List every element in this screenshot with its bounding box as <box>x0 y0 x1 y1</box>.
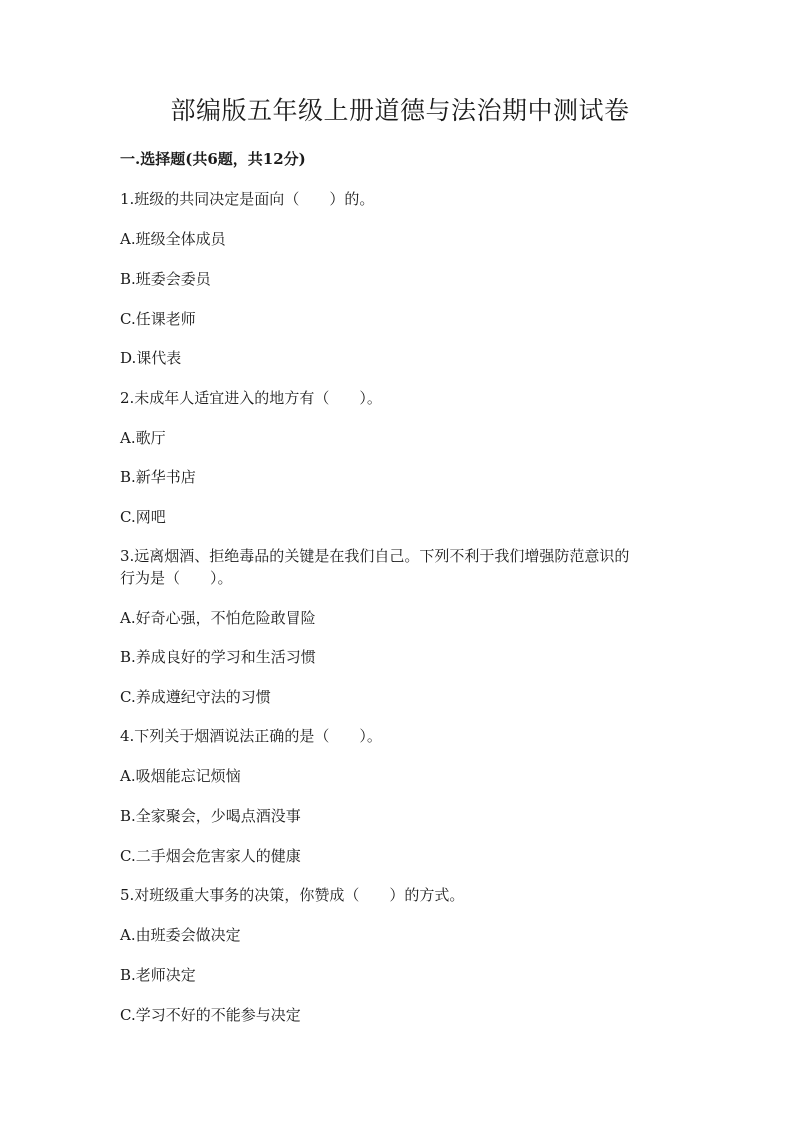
question-4-option-a: A.吸烟能忘记烦恼 <box>120 767 241 785</box>
question-5-option-a: A.由班委会做决定 <box>120 926 241 944</box>
question-1-option-a: A.班级全体成员 <box>120 230 226 248</box>
page-title: 部编版五年级上册道德与法治期中测试卷 <box>170 96 630 125</box>
question-4-stem: 4.下列关于烟酒说法正确的是（ ）。 <box>120 727 382 745</box>
question-1-option-b: B.班委会委员 <box>120 270 211 288</box>
question-2-option-c: C.网吧 <box>120 508 166 526</box>
question-5-option-c: C.学习不好的不能参与决定 <box>120 1006 301 1024</box>
question-3-option-c: C.养成遵纪守法的习惯 <box>120 688 271 706</box>
question-5-stem: 5.对班级重大事务的决策，你赞成（ ）的方式。 <box>120 886 465 904</box>
question-1-stem: 1.班级的共同决定是面向（ ）的。 <box>120 190 375 208</box>
question-2-stem: 2.未成年人适宜进入的地方有（ ）。 <box>120 389 382 407</box>
question-3-option-b: B.养成良好的学习和生活习惯 <box>120 648 316 666</box>
question-5-option-b: B.老师决定 <box>120 966 196 984</box>
question-1-option-d: D.课代表 <box>120 349 182 367</box>
question-4-option-c: C.二手烟会危害家人的健康 <box>120 847 301 865</box>
question-4-option-b: B.全家聚会，少喝点酒没事 <box>120 807 301 825</box>
question-2-option-b: B.新华书店 <box>120 468 196 486</box>
question-3-stem-line-2: 行为是（ ）。 <box>120 569 233 587</box>
question-1-option-c: C.任课老师 <box>120 310 196 328</box>
question-3-stem-line-1: 3.远离烟酒、拒绝毒品的关键是在我们自己。下列不利于我们增强防范意识的 <box>120 547 630 565</box>
section-heading: 一.选择题(共6题，共12分) <box>120 150 306 168</box>
question-2-option-a: A.歌厅 <box>120 429 166 447</box>
question-3-option-a: A.好奇心强，不怕危险敢冒险 <box>120 609 316 627</box>
